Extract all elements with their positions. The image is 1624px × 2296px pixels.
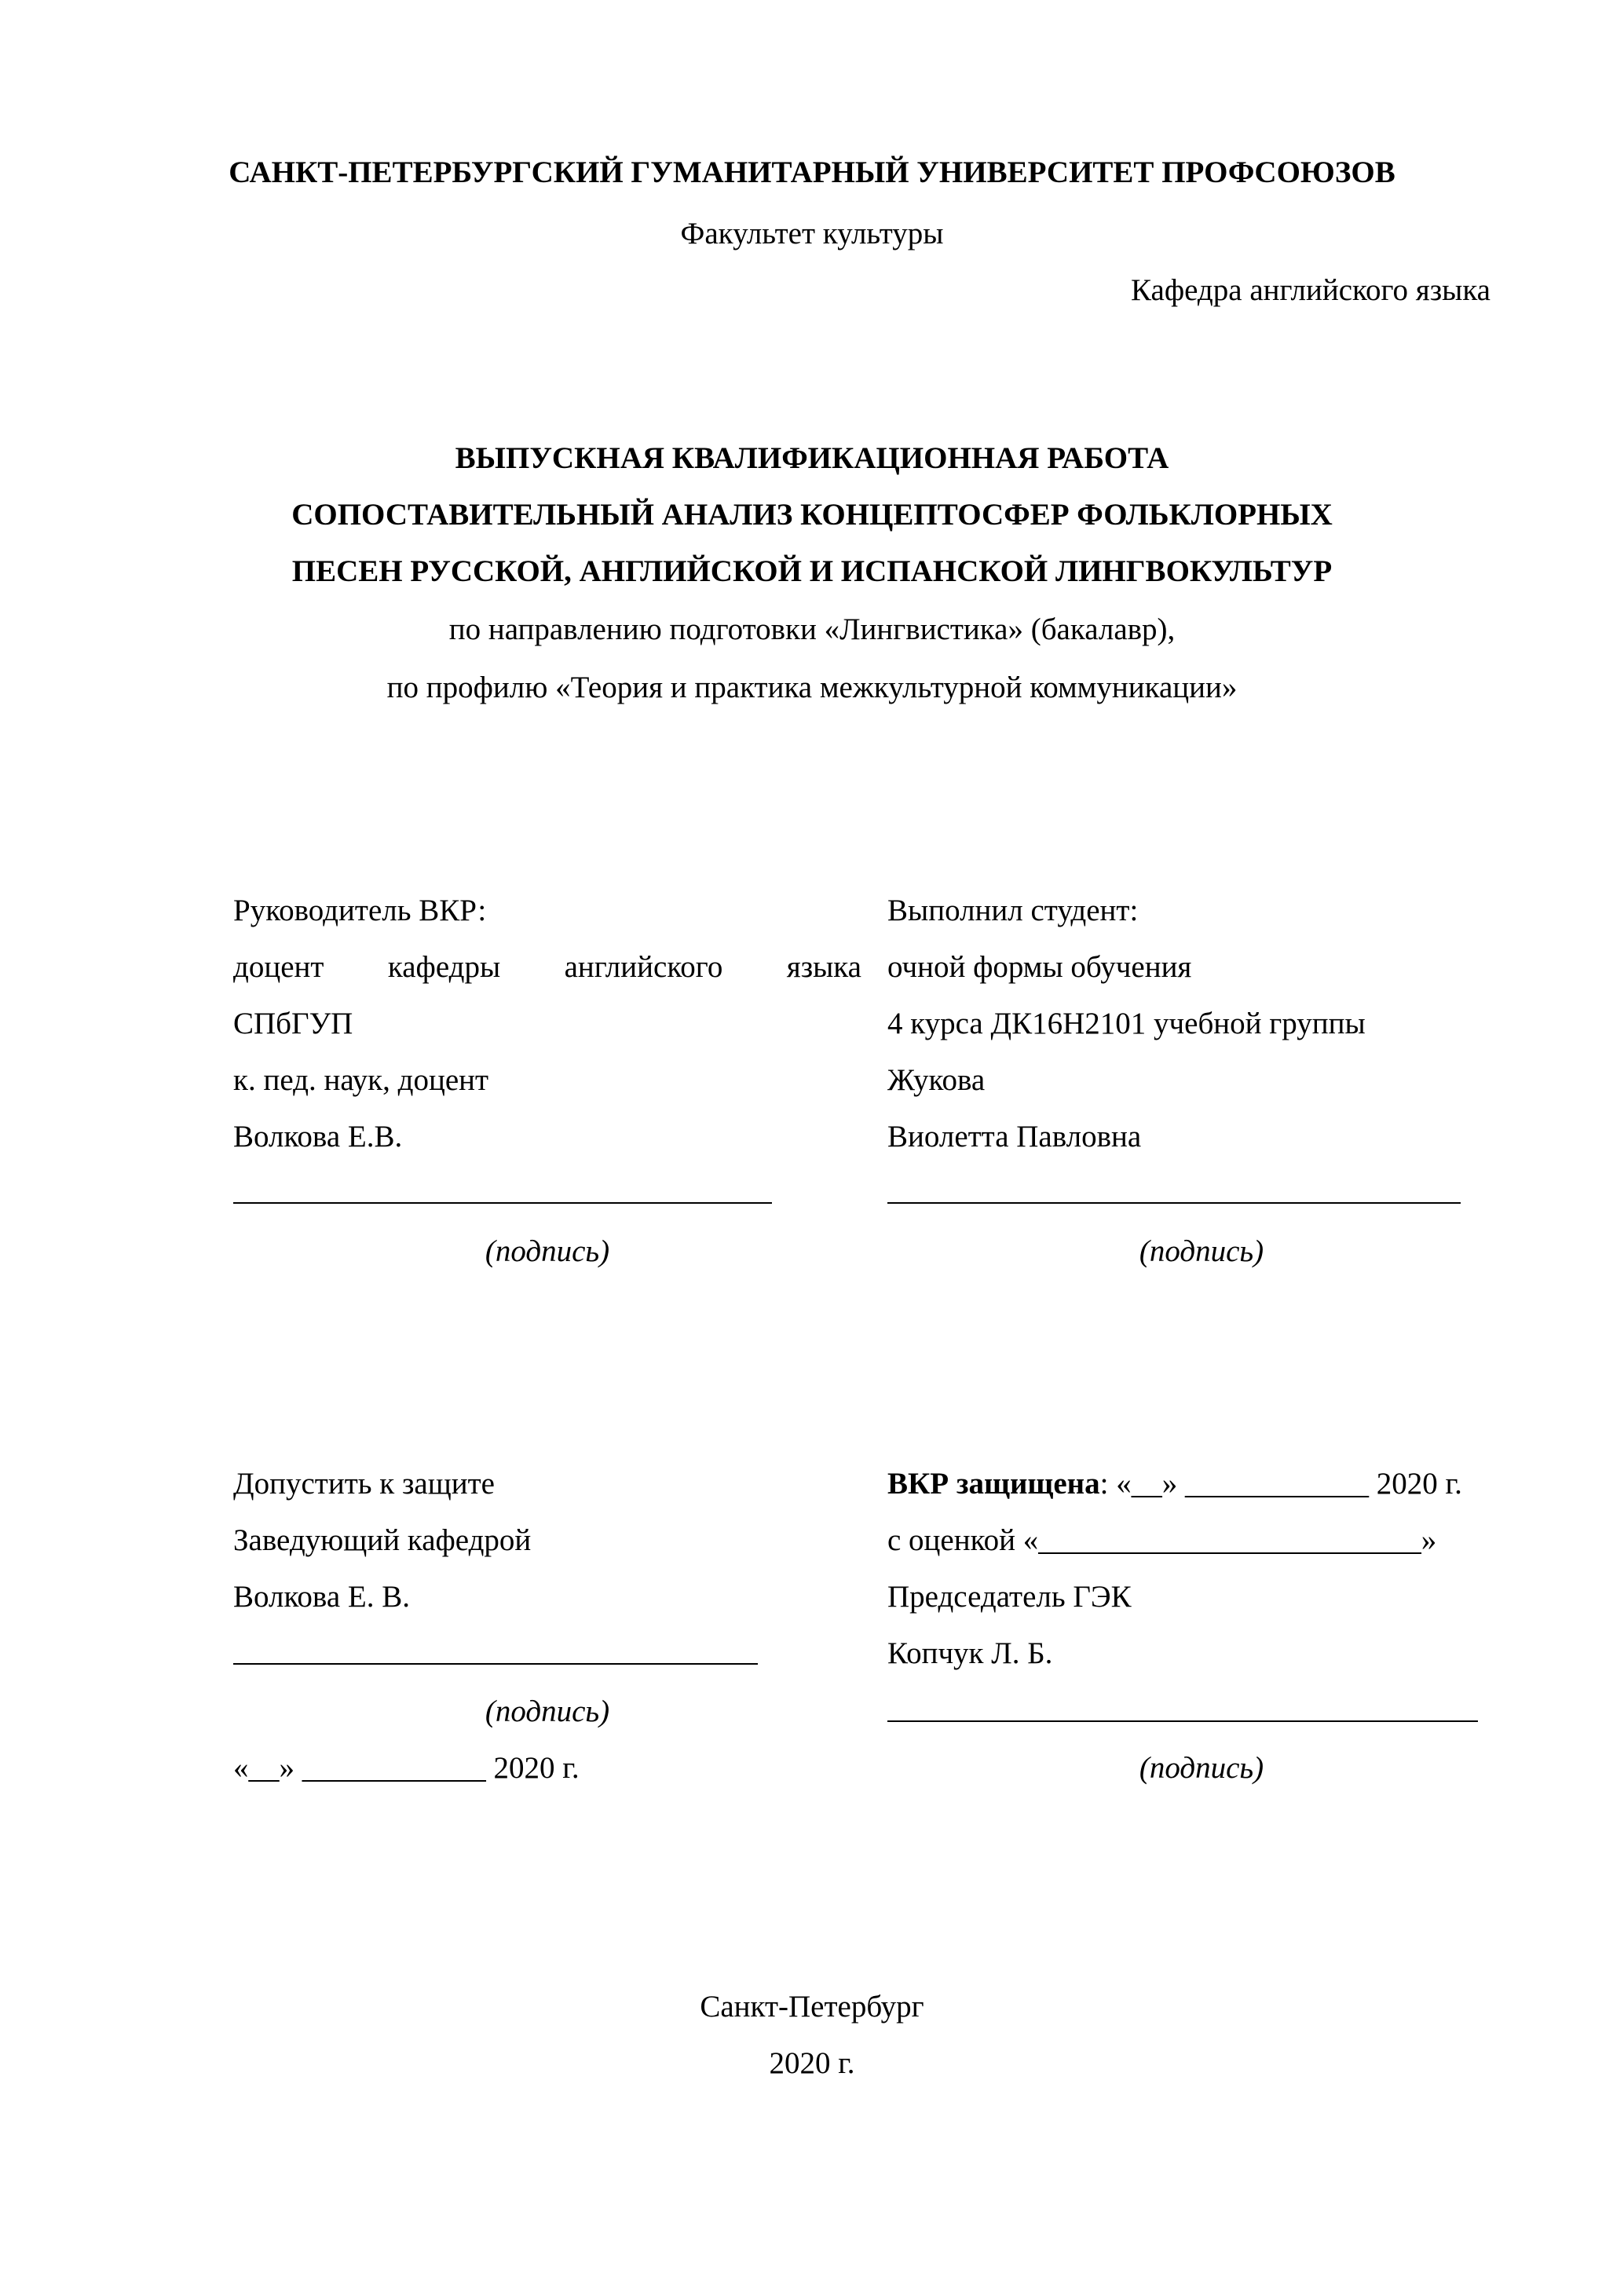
supervisor-signature-caption: (подпись) [485, 1234, 610, 1268]
gek-chair-name: Копчук Л. Б. [887, 1636, 1053, 1670]
chair-signature-line [887, 1720, 1478, 1722]
student-label: Выполнил студент: [887, 894, 1139, 927]
head-signature-caption: (подпись) [485, 1695, 610, 1728]
head-of-department-name: Волкова Е. В. [233, 1580, 410, 1614]
supervisor-label: Руководитель ВКР: [233, 894, 487, 927]
supervisor-position-word: кафедры [387, 950, 501, 984]
gek-chair-title: Председатель ГЭК [887, 1580, 1132, 1614]
student-surname: Жукова [887, 1063, 986, 1097]
university-name: САНКТ-ПЕТЕРБУРГСКИЙ ГУМАНИТАРНЫЙ УНИВЕРСИТЕТ ПРОФСОЮЗОВ [229, 155, 1395, 189]
supervisor-signature-line [233, 1202, 772, 1204]
student-group: 4 курса ДК16Н2101 учебной группы [887, 1007, 1366, 1040]
chair-signature-caption: (подпись) [1139, 1751, 1264, 1785]
head-signature-line [233, 1663, 758, 1665]
defense-status [887, 1468, 1462, 1499]
supervisor-position-word: доцент [233, 950, 324, 984]
study-direction: по направлению подготовки «Лингвистика» (бакалавр), [448, 612, 1176, 646]
head-of-department-title: Заведующий кафедрой [233, 1523, 532, 1557]
year: 2020 г. [769, 2046, 855, 2080]
admission-date: «__» ____________ 2020 г. [233, 1751, 580, 1785]
student-signature-line [887, 1202, 1461, 1204]
supervisor-name: Волкова Е.В. [233, 1120, 403, 1153]
city: Санкт-Петербург [700, 1990, 924, 2024]
department-name: Кафедра английского языка [1131, 273, 1490, 307]
student-given-names: Виолетта Павловна [887, 1120, 1142, 1153]
defense-date: : «__» ____________ 2020 г. [1099, 1467, 1462, 1501]
supervisor-position [233, 952, 861, 982]
work-type-heading: ВЫПУСКНАЯ КВАЛИФИКАЦИОННАЯ РАБОТА [455, 441, 1169, 475]
supervisor-position-word: языка [786, 950, 861, 984]
defense-status-label: ВКР защищена [887, 1467, 1100, 1501]
faculty-name: Факультет культуры [680, 217, 944, 250]
topic-line-1: СОПОСТАВИТЕЛЬНЫЙ АНАЛИЗ КОНЦЕПТОСФЕР ФОЛЬКЛОРНЫХ [291, 498, 1333, 532]
student-signature-caption: (подпись) [1139, 1234, 1264, 1268]
supervisor-degree: к. пед. наук, доцент [233, 1063, 489, 1097]
study-profile: по профилю «Теория и практика межкультурной коммуникации» [386, 671, 1238, 704]
supervisor-position-word: английского [564, 950, 723, 984]
admission-label: Допустить к защите [233, 1467, 495, 1501]
supervisor-org: СПбГУП [233, 1007, 353, 1040]
topic-line-2: ПЕСЕН РУССКОЙ, АНГЛИЙСКОЙ И ИСПАНСКОЙ ЛИНГВОКУЛЬТУР [291, 554, 1333, 588]
student-study-form: очной формы обучения [887, 950, 1192, 984]
defense-grade: с оценкой «_________________________» [887, 1523, 1437, 1557]
